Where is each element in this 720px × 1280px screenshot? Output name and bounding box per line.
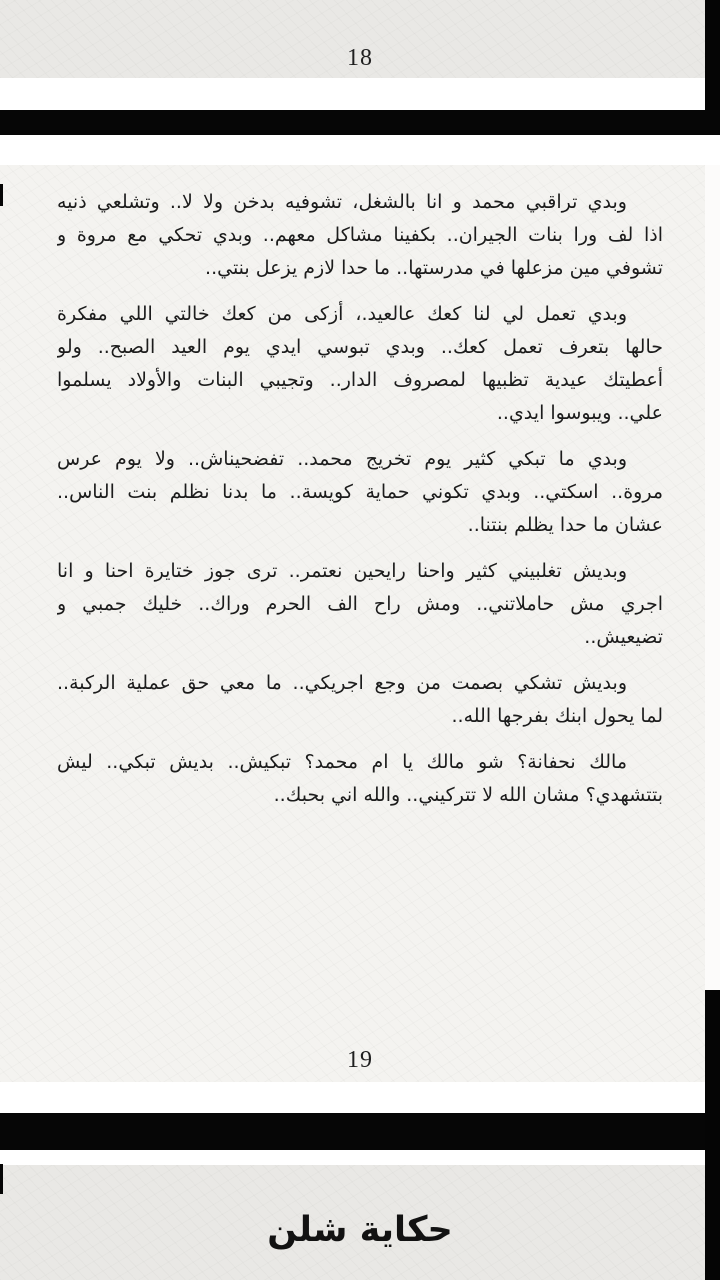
- viewer-background-edge: [705, 990, 720, 1280]
- paragraph: [57, 298, 663, 430]
- paragraph: [57, 667, 663, 733]
- text-line: مروة.. اسكتي.. وبدي تكوني حماية كويسة.. ما بدنا نظلم بنت الناس..: [57, 481, 663, 503]
- separator-band-bottom: [0, 1113, 720, 1150]
- text-line: أعطيتك عيدية تظبيها لمصروف الدار.. وتجيبي البنات والأولاد يسلموا: [57, 369, 663, 391]
- text-line: حالها بتعرف تعمل كعك.. وبدي تبوسي ايدي يوم العيد الصبح.. ولو: [57, 336, 663, 358]
- text-line: عشان ما حدا يظلم بنتنا..: [467, 514, 663, 536]
- text-line: تشوفي مين مزعلها في مدرستها.. ما حدا لازم يزعل بنتي..: [205, 257, 663, 279]
- previous-page-bottom: [0, 0, 720, 78]
- scan-edge-artifact: [0, 1164, 3, 1194]
- paragraph: [57, 186, 663, 285]
- paragraph: [57, 746, 663, 812]
- text-line: علي.. ويبوسوا ايدي..: [496, 402, 663, 424]
- text-line: وبديش تشكي بصمت من وجع اجريكي.. ما معي حق عملية الركبة..: [57, 672, 627, 694]
- next-page-top: [0, 1165, 720, 1280]
- text-line: مالك نحفانة؟ شو مالك يا ام محمد؟ تبكيش.. بديش تبكي.. ليش: [57, 751, 627, 773]
- text-line: بتتشهدي؟ مشان الله لا تتركيني.. والله اني بحبك..: [273, 784, 663, 806]
- separator-band-top: [0, 110, 720, 135]
- page-number-18: 18: [347, 45, 373, 71]
- scan-edge-artifact: [0, 184, 3, 206]
- text-block: [0, 165, 720, 812]
- page-margin-edge: [705, 165, 720, 990]
- text-line: وبدي تراقبي محمد و انا بالشغل، تشوفيه بدخن ولا لا.. وتشلعي ذنيه: [57, 191, 627, 213]
- text-line: اذا لف ورا بنات الجيران.. بكفينا مشاكل معهم.. وبدي تحكي مع مروة و: [57, 224, 663, 246]
- page-gap: [0, 78, 720, 110]
- book-page[interactable]: [0, 165, 720, 1082]
- paragraph: [57, 555, 663, 654]
- text-line: وبدي ما تبكي كثير يوم تخريج محمد.. تفضحيناش.. ولا يوم عرس: [57, 448, 627, 470]
- page-number-19: 19: [347, 1047, 373, 1073]
- text-line: وبدي تعمل لي لنا كعك عالعيد.، أزكى من كعك خالتي اللي مفكرة: [57, 303, 627, 325]
- page-gap: [0, 1082, 720, 1113]
- page-gap: [0, 135, 720, 165]
- paragraph: [57, 443, 663, 542]
- text-line: اجري مش حاملاتني.. ومش راح الف الحرم وراك.. خليك جمبي و: [57, 593, 663, 615]
- text-line: وبديش تغلبيني كثير واحنا رايحين نعتمر.. ترى جوز ختايرة احنا و انا: [57, 560, 627, 582]
- chapter-title: حكاية شلن: [267, 1209, 453, 1250]
- text-line: لما يحول ابنك بفرجها الله..: [451, 705, 663, 727]
- page-gap: [0, 1150, 720, 1165]
- viewer-background-edge: [705, 0, 720, 110]
- text-line: تضيعيش..: [584, 626, 663, 648]
